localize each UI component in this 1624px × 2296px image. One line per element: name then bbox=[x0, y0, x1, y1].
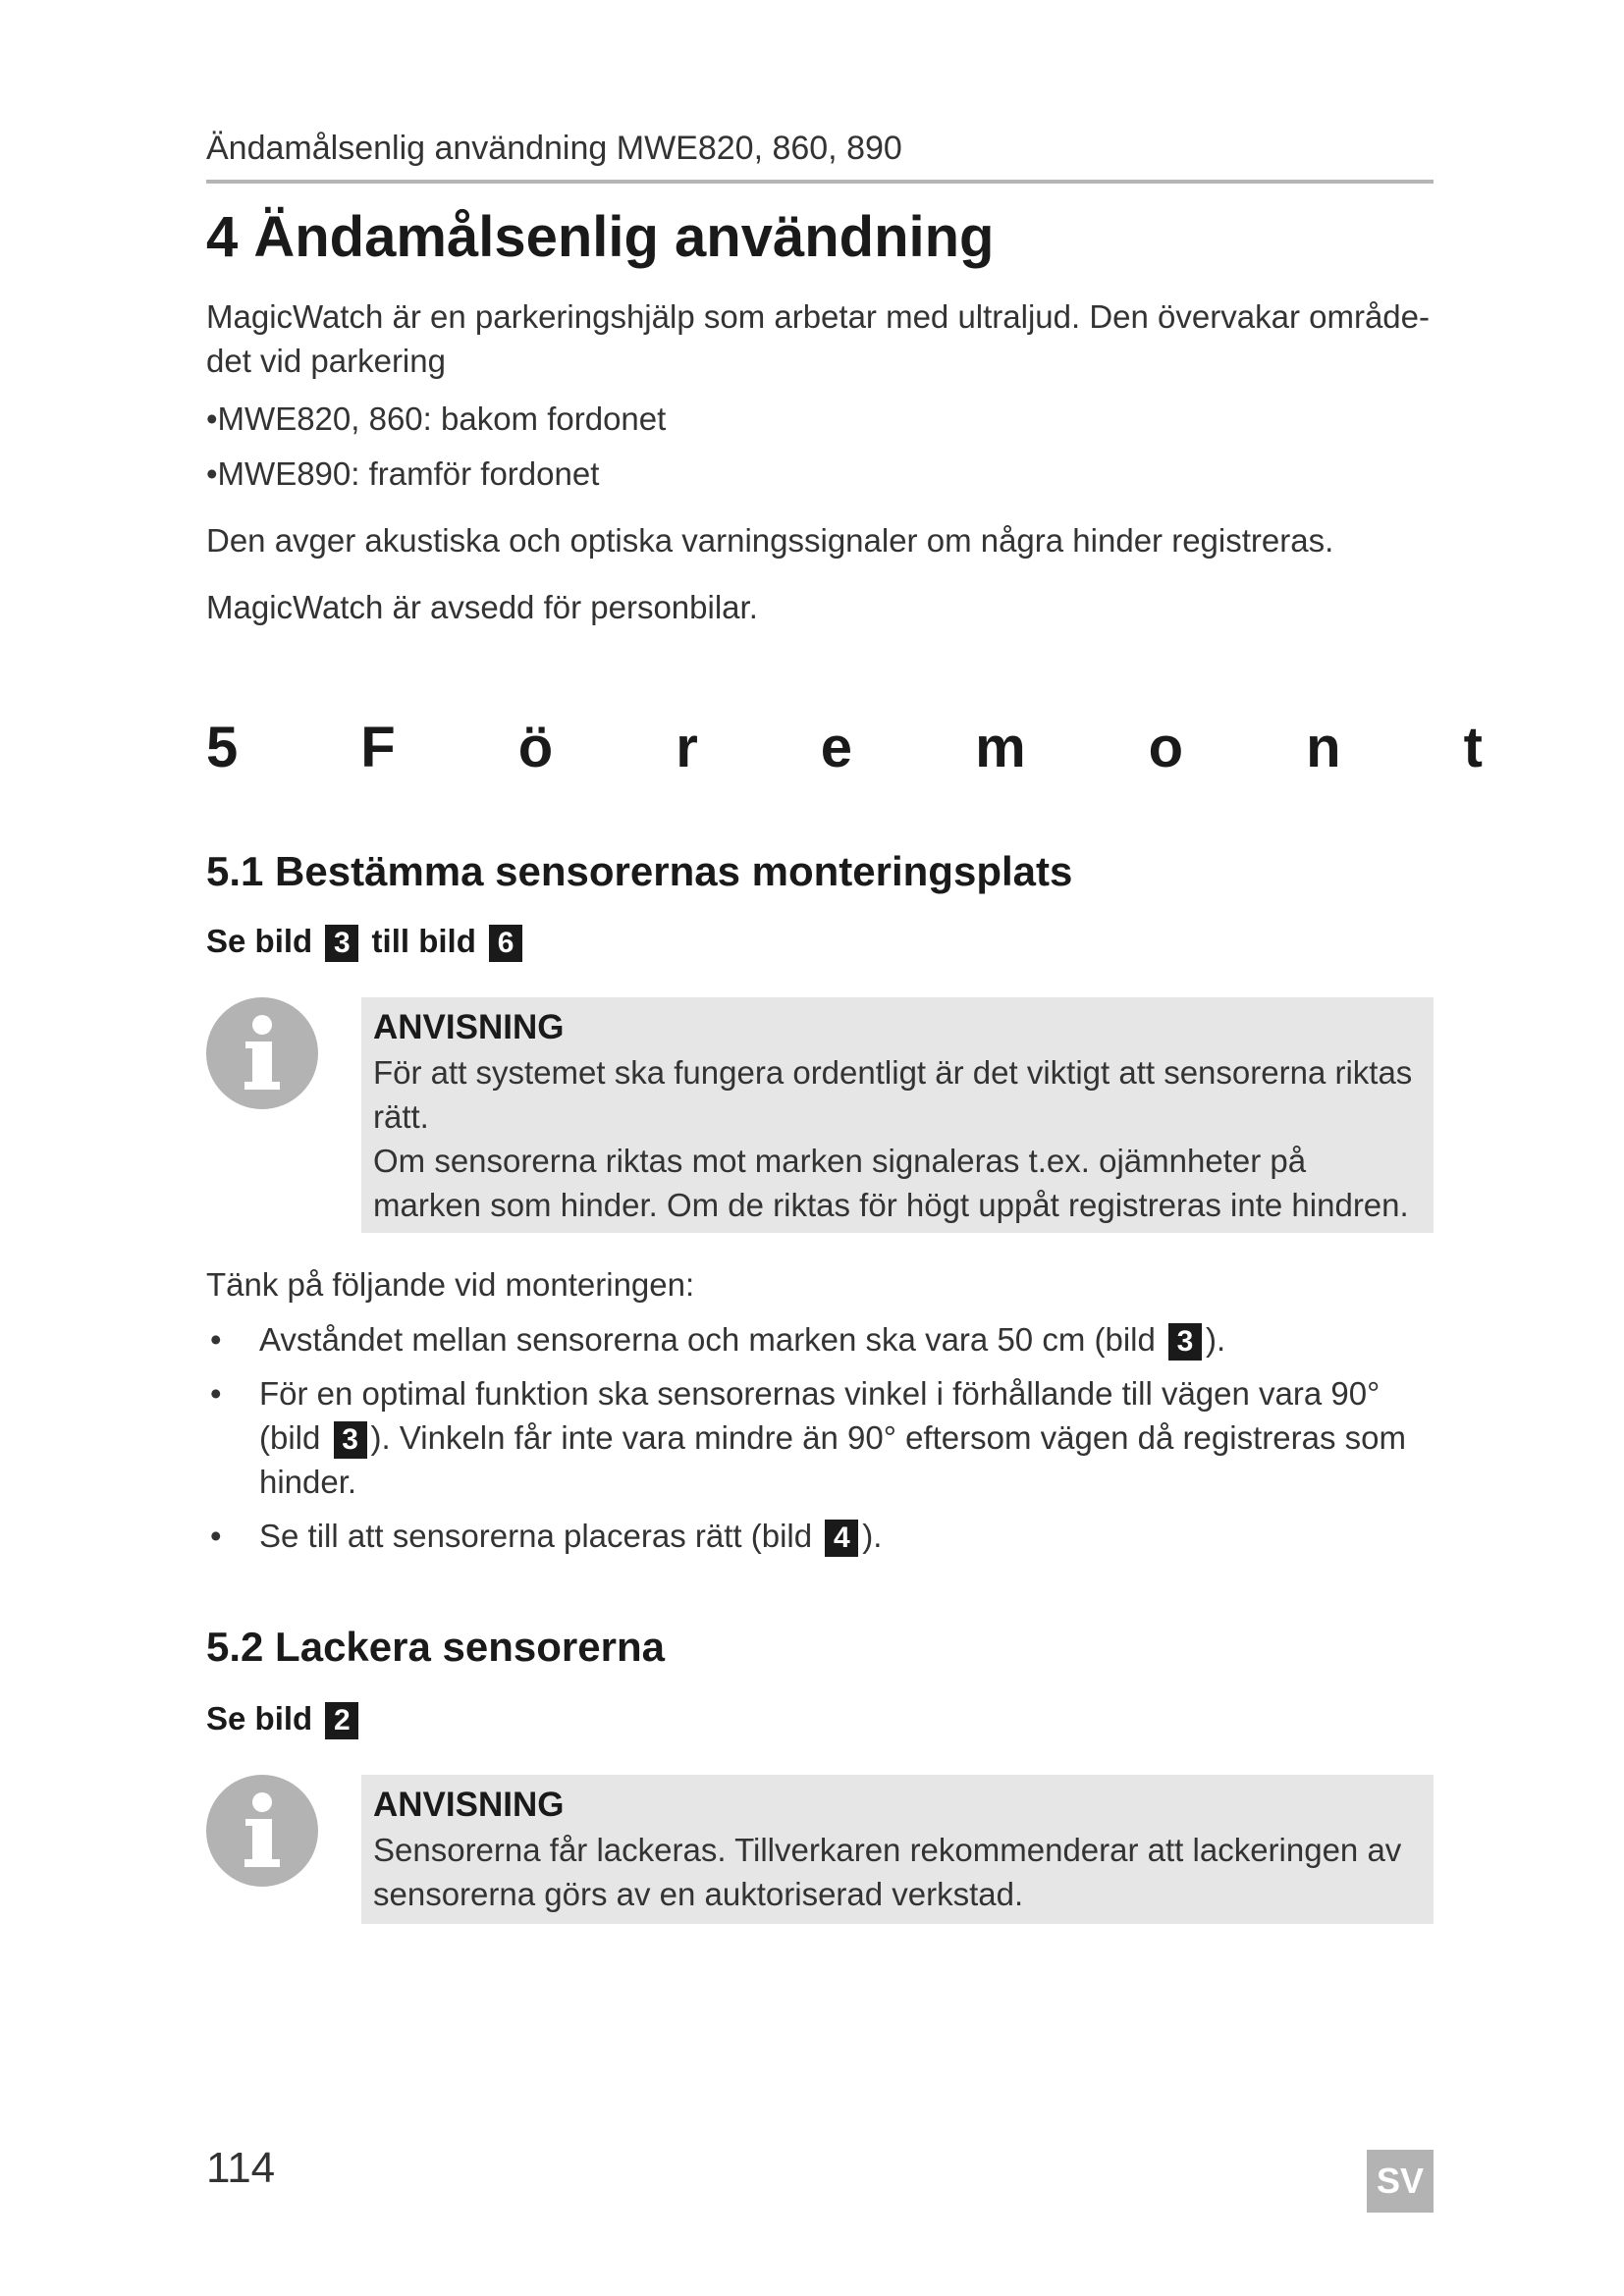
note-text: Sensorerna får lackeras. Tillverkaren rekommenderar att lackeringen av sensorerna görs av en auktoriserad verkstad. bbox=[373, 1832, 1402, 1912]
section-5-1-title: 5.1 Bestämma sensorernas monteringsplats bbox=[206, 848, 1073, 894]
section-5-title-letter: r bbox=[676, 716, 698, 779]
see-label: Se bild bbox=[206, 923, 313, 959]
figure-badge: 3 bbox=[1168, 1323, 1202, 1361]
page-number: 114 bbox=[206, 2144, 276, 2192]
section-5-title-letter: e bbox=[820, 716, 853, 779]
mounting-checklist bbox=[206, 1317, 1434, 1568]
note-title: ANVISNING bbox=[373, 1786, 565, 1824]
figure-badge: 4 bbox=[825, 1520, 858, 1557]
section-5-title-letter: n bbox=[1306, 716, 1341, 779]
language-tab: SV bbox=[1367, 2150, 1434, 2213]
section-5-title-letter: F bbox=[360, 716, 396, 779]
see-figure-reference bbox=[206, 923, 526, 962]
note-text-line-1: För att systemet ska fungera ordentligt är det viktigt att sensorerna riktas rätt. bbox=[373, 1054, 1413, 1135]
figure-badge: 2 bbox=[325, 1702, 358, 1739]
section-5-2-title: 5.2 Lackera sensorerna bbox=[206, 1624, 665, 1670]
section-5-title-letter: t bbox=[1463, 716, 1483, 779]
model-item-front: •MWE890: framför fordonet bbox=[206, 455, 600, 492]
section-5-title-letter: 5 bbox=[206, 716, 239, 779]
list-item: • Avståndet mellan sensorerna och marken ska vara 50 cm (bild 3 ). bbox=[206, 1317, 1434, 1362]
see-label: Se bild bbox=[206, 1700, 313, 1736]
running-header: Ändamålsenlig användning MWE820, 860, 890 bbox=[206, 130, 1434, 184]
info-icon bbox=[206, 997, 318, 1109]
note-box-alignment bbox=[361, 997, 1434, 1233]
list-item: • För en optimal funktion ska sensorernas vinkel i förhållande till vägen vara 90° (bild 3 ). Vinkeln får inte vara mindre än 90° eftersom vägen då registreras som hinder. bbox=[206, 1371, 1434, 1504]
section-4-intro: MagicWatch är en parkeringshjälp som arbetar med ultraljud. Den övervakar områdedet vid parkering bbox=[206, 298, 1431, 379]
see-figure-reference bbox=[206, 1700, 362, 1739]
figure-badge: 3 bbox=[325, 925, 358, 962]
section-4-title: 4 Ändamålsenlig användning bbox=[206, 205, 995, 269]
section-5-title-letter: ö bbox=[517, 716, 554, 779]
section-4-signals: Den avger akustiska och optiska varningssignaler om några hinder registreras. bbox=[206, 522, 1334, 559]
section-5-title-letter: m bbox=[975, 716, 1026, 779]
figure-badge: 6 bbox=[489, 925, 522, 962]
info-icon bbox=[206, 1775, 318, 1887]
figure-badge: 3 bbox=[334, 1421, 367, 1459]
note-box-painting bbox=[361, 1775, 1434, 1924]
see-label-to: till bild bbox=[371, 923, 476, 959]
section-5-title bbox=[206, 715, 1483, 780]
section-4-usage: MagicWatch är avsedd för personbilar. bbox=[206, 589, 758, 625]
list-item: • Se till att sensorerna placeras rätt (bild 4 ). bbox=[206, 1514, 1434, 1558]
mounting-lead: Tänk på följande vid monteringen: bbox=[206, 1266, 695, 1303]
section-5-title-letter: o bbox=[1148, 716, 1184, 779]
model-item-rear: •MWE820, 860: bakom fordonet bbox=[206, 400, 667, 437]
note-title: ANVISNING bbox=[373, 1008, 565, 1046]
note-text-line-2: Om sensorerna riktas mot marken signaleras t.ex. ojämnheter på marken som hinder. Om de riktas för högt uppåt registreras inte hindren. bbox=[373, 1143, 1409, 1223]
